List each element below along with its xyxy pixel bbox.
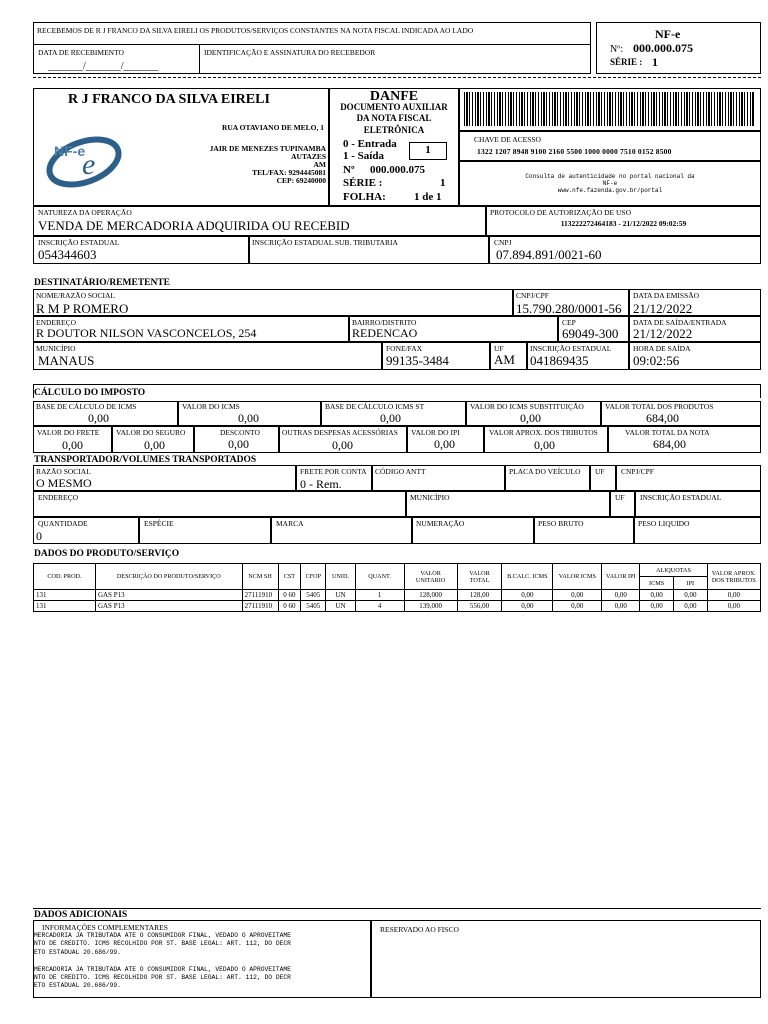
dest-saida-value: 21/12/2022 [633, 326, 693, 341]
cell-quant: 1 [355, 590, 404, 601]
imp1-label-1: VALOR DO ICMS [182, 402, 240, 411]
info-text [34, 932, 370, 991]
cnpj-value: 07.894.891/0021-60 [496, 247, 602, 262]
cell-bc-icms: 0,00 [502, 601, 553, 612]
cell-v-ipi: 0,00 [602, 590, 640, 601]
th-cst: CST [278, 564, 301, 590]
transp-endereco-box [33, 491, 406, 517]
dest-saida-label: DATA DE SAÍDA/ENTRADA [633, 318, 727, 327]
table-row [34, 601, 761, 612]
dest-uf-label: UF [494, 344, 504, 353]
canhoto-numero-value: 000.000.075 [633, 41, 693, 55]
dest-endereco-label: ENDEREÇO [36, 318, 76, 327]
canhoto-text: RECEBEMOS DE R J FRANCO DA SILVA EIRELI OS PRODUTOS/SERVIÇOS CONSTANTES NA NOTA FISCAL INDICADA AO LADO [37, 26, 474, 35]
cell-cfop: 5405 [301, 601, 326, 612]
dest-emissao-value: 21/12/2022 [633, 301, 693, 316]
data-recebimento-field[interactable]: _______/_______/_______ [48, 61, 159, 72]
consulta-line-3[interactable]: www.nfe.fazenda.gov.br/portal [557, 187, 663, 194]
imposto-section: CÁLCULO DO IMPOSTO [34, 388, 146, 398]
info-line [34, 957, 370, 965]
imp1-label-3: VALOR DO ICMS SUBSTITUIÇÃO [470, 402, 584, 411]
canhoto-vdivider [199, 44, 200, 74]
transp-razao-value: O MESMO [36, 476, 92, 490]
destinatario-section: DESTINATÁRIO/REMETENTE [34, 278, 171, 288]
natureza-label: NATUREZA DA OPERAÇÃO [38, 208, 132, 217]
cell-cst: 0 60 [278, 601, 301, 612]
cell-bc-icms: 0,00 [502, 590, 553, 601]
th-unid: UNID. [326, 564, 355, 590]
dest-fone-value: 99135-3484 [386, 353, 449, 368]
identificacao-label: IDENTIFICAÇÃO E ASSINATURA DO RECEBEDOR [204, 48, 376, 57]
th-valor-total: VALOR TOTAL [457, 564, 502, 590]
transp-municipio-label: MUNICÍPIO [410, 493, 450, 502]
transp-antt-label: CÓDIGO ANTT [375, 467, 426, 476]
cell-unid: UN [326, 601, 355, 612]
dest-bairro-value: REDENCAO [352, 326, 418, 340]
iest-label: INSCRIÇÃO ESTADUAL SUB. TRIBUTARIA [252, 238, 398, 247]
info-line: NTO DE CREDITO. ICMS RECOLHIDO POR ST. BASE LEGAL: ART. 112, DO DECR [34, 940, 291, 948]
dest-hora-label: HORA DE SAÍDA [633, 344, 691, 353]
cell-cod: 131 [34, 601, 96, 612]
imp2-value-3: 0,00 [332, 438, 353, 452]
cell-descricao: GAS P13 [95, 601, 242, 612]
canhoto-serie-label: SÉRIE : [610, 57, 643, 67]
th-v-ipi: VALOR IPI [602, 564, 640, 590]
danfe-numero-value: 000.000.075 [370, 164, 425, 176]
imp1-value-0: 0,00 [88, 411, 109, 425]
info-line: ETO ESTADUAL 20.686/99. [34, 948, 121, 956]
dest-cnpj-label: CNPJ/CPF [516, 291, 549, 300]
produtos-table [33, 563, 761, 612]
info-label: INFORMAÇÕES COMPLEMENTARES [42, 923, 168, 932]
nfe-logo-text: NF-e [54, 143, 86, 159]
th-aliq-icms: ICMS [640, 577, 674, 590]
transp-numeracao-label: NUMERAÇÃO [416, 519, 465, 528]
table-row [34, 590, 761, 601]
dest-emissao-label: DATA DA EMISSÃO [633, 291, 700, 300]
cell-v-ipi: 0,00 [602, 601, 640, 612]
cell-ncm: 27111910 [242, 601, 278, 612]
cell-aliq-icms: 0,00 [640, 590, 674, 601]
imp1-label-2: BASE DE CÁLCULO ICMS ST [325, 402, 425, 411]
cell-v-icms: 0,00 [553, 601, 602, 612]
dest-hora-value: 09:02:56 [633, 353, 680, 368]
adicionais-section: DADOS ADICIONAIS [34, 910, 128, 920]
imp2-label-4: VALOR DO IPI [411, 428, 460, 437]
cell-valor-total: 128,00 [457, 590, 502, 601]
cell-aliq-ipi: 0,00 [673, 590, 707, 601]
danfe-entrada: 0 - Entrada [343, 138, 397, 150]
emitente-endereco: RUA OTAVIANO DE MELO, 1 [221, 123, 324, 132]
danfe-numero-label: Nº [343, 164, 355, 176]
cell-quant: 4 [355, 601, 404, 612]
cell-unid: UN [326, 590, 355, 601]
transp-razao-label: RAZÃO SOCIAL [36, 467, 91, 476]
imp2-label-5: VALOR APROX. DOS TRIBUTOS [489, 428, 598, 437]
cell-valor-unit: 128,000 [404, 590, 457, 601]
canhoto-nfe-title: NF-e [655, 27, 681, 41]
danfe-subtitle-2: DA NOTA FISCAL [356, 113, 432, 123]
th-tributos: VALOR APROX. DOS TRIBUTOS [707, 564, 760, 590]
info-line: ETO ESTADUAL 20.686/99. [34, 982, 121, 990]
consulta-line-1: Consulta de autenticidade no portal nacional da [525, 173, 695, 180]
transp-endereco-label: ENDEREÇO [38, 493, 78, 502]
imp2-value-4: 0,00 [434, 437, 455, 451]
transp-uf2-label: UF [615, 493, 625, 502]
cell-cfop: 5405 [301, 590, 326, 601]
emitente-bairro: JAIR DE MENEZES TUPINAMBA [209, 144, 326, 153]
cut-line [33, 77, 761, 78]
cell-aliq-ipi: 0,00 [673, 601, 707, 612]
cell-cod: 131 [34, 590, 96, 601]
transp-qtd-value: 0 [36, 529, 42, 543]
transp-ie-label: INSCRIÇÃO ESTADUAL [640, 493, 722, 502]
danfe-subtitle-1: DOCUMENTO AUXILIAR [340, 102, 448, 112]
dest-cnpj-value: 15.790.280/0001-56 [516, 301, 622, 316]
cell-v-icms: 0,00 [553, 590, 602, 601]
th-bc-icms: B.CALC. ICMS [502, 564, 553, 590]
dest-municipio-label: MUNICÍPIO [36, 344, 76, 353]
transp-pesol-label: PESO LIQUIDO [638, 519, 690, 528]
canhoto-numero-label: Nº: [610, 44, 624, 55]
cell-tributos: 0,00 [707, 590, 760, 601]
danfe-subtitle-3: ELETRÔNICA [363, 125, 425, 135]
ie-label: INSCRIÇÃO ESTADUAL [38, 238, 120, 247]
danfe-serie-value: 1 [440, 177, 446, 189]
dest-nome-label: NOME/RAZÃO SOCIAL [36, 291, 115, 300]
emitente-telefone: TEL/FAX: 9294445081 [252, 168, 326, 177]
imp1-label-4: VALOR TOTAL DOS PRODUTOS [605, 402, 714, 411]
th-quant: QUANT. [355, 564, 404, 590]
cell-cst: 0 60 [278, 590, 301, 601]
barcode-icon [464, 92, 754, 126]
protocolo-label: PROTOCOLO DE AUTORIZAÇÃO DE USO [490, 208, 631, 217]
svg-text:e: e [82, 148, 96, 181]
th-cfop: CFOP [301, 564, 326, 590]
th-descricao: DESCRIÇÃO DO PRODUTO/SERVIÇO [95, 564, 242, 590]
danfe-saida: 1 - Saída [343, 150, 384, 162]
imp1-value-4: 684,00 [646, 411, 679, 425]
data-recebimento-label: DATA DE RECEBIMENTO [38, 48, 124, 57]
info-line: MERCADORIA JA TRIBUTADA ATE O CONSUMIDOR FINAL, VEDADO O APROVEITAME [34, 965, 291, 973]
transp-cnpj-label: CNPJ/CPF [621, 467, 654, 476]
danfe-serie-label: SÉRIE : [343, 177, 383, 189]
imp1-value-3: 0,00 [520, 411, 541, 425]
imp2-value-5: 0,00 [534, 438, 555, 452]
imp2-label-3: OUTRAS DESPESAS ACESSÓRIAS [282, 428, 398, 437]
dest-ie-value: 041869435 [530, 353, 589, 368]
protocolo-value: 113222272464183 - 21/12/2022 09:02:59 [560, 219, 687, 228]
transportador-section: TRANSPORTADOR/VOLUMES TRANSPORTADOS [34, 455, 257, 465]
dest-endereco-value: R DOUTOR NILSON VASCONCELOS, 254 [36, 326, 257, 340]
transp-qtd-label: QUANTIDADE [38, 519, 88, 528]
danfe-title: DANFE [369, 89, 419, 104]
emitente-nome: R J FRANCO DA SILVA EIRELI [68, 92, 270, 107]
imp2-value-0: 0,00 [62, 438, 83, 452]
consulta-line-2: NF-e [602, 180, 618, 187]
imp2-label-0: VALOR DO FRETE [37, 428, 100, 437]
dest-cep-value: 69049-300 [562, 326, 619, 341]
dest-cep-label: CEP [562, 318, 576, 327]
chave-label: CHAVE DE ACESSO [474, 135, 541, 144]
dest-fone-label: FONE/FAX [386, 344, 423, 353]
canhoto-serie-value: 1 [652, 55, 658, 69]
danfe-folha-value: 1 de 1 [414, 191, 442, 203]
emitente-uf: AM [313, 160, 326, 169]
chave-value: 1322 1207 8948 9100 2160 5500 1000 0000 7510 0152 8500 [477, 147, 672, 156]
transp-frete-label: FRETE POR CONTA [300, 467, 367, 476]
nfe-logo-icon [42, 126, 122, 196]
produtos-header-row [34, 564, 761, 577]
imp2-label-1: VALOR DO SEGURO [116, 428, 186, 437]
cell-aliq-icms: 0,00 [640, 601, 674, 612]
transp-placa-label: PLACA DO VEÍCULO [509, 467, 581, 476]
cell-descricao: GAS P13 [95, 590, 242, 601]
dest-municipio-value: MANAUS [38, 353, 95, 368]
emitente-cidade: AUTAZES [291, 152, 326, 161]
imp2-label-2: DESCONTO [220, 428, 260, 437]
transp-frete-value: 0 - Rem. [300, 477, 342, 491]
transp-marca-label: MARCA [276, 519, 304, 528]
cell-ncm: 27111910 [242, 590, 278, 601]
natureza-value: VENDA DE MERCADORIA ADQUIRIDA OU RECEBID [38, 218, 350, 233]
imp2-value-1: 0,00 [144, 438, 165, 452]
dest-uf-value: AM [494, 352, 515, 367]
th-ncm: NCM SH [242, 564, 278, 590]
cnpj-label: CNPJ [494, 238, 512, 247]
danfe-folha-label: FOLHA: [343, 191, 386, 203]
info-line: MERCADORIA JA TRIBUTADA ATE O CONSUMIDOR FINAL, VEDADO O APROVEITAME [34, 932, 291, 939]
dest-nome-value: R M P ROMERO [36, 301, 129, 316]
cell-tributos: 0,00 [707, 601, 760, 612]
imp1-value-2: 0,00 [380, 411, 401, 425]
fisco-label: RESERVADO AO FISCO [380, 925, 459, 934]
th-aliquotas: ALIQUOTAS [640, 564, 707, 577]
imp2-value-2: 0,00 [228, 437, 249, 451]
imp1-label-0: BASE DE CÁLCULO DE ICMS [36, 402, 137, 411]
transp-especie-label: ESPÉCIE [144, 519, 174, 528]
imp2-label-6: VALOR TOTAL DA NOTA [625, 428, 710, 437]
ie-value: 054344603 [38, 247, 97, 262]
adicionais-rule [33, 908, 761, 909]
info-line: NTO DE CREDITO. ICMS RECOLHIDO POR ST. BASE LEGAL: ART. 112, DO DECR [34, 974, 291, 982]
cell-valor-total: 556,00 [457, 601, 502, 612]
transp-pesob-label: PESO BRUTO [538, 519, 584, 528]
th-aliq-ipi: IPI [673, 577, 707, 590]
transp-uf-label: UF [595, 467, 605, 476]
emitente-cep: CEP: 69240000 [276, 176, 326, 185]
th-valor-unit: VALOR UNITARIO [404, 564, 457, 590]
th-cod: COD. PROD. [34, 564, 96, 590]
dest-ie-label: INSCRIÇÃO ESTADUAL [530, 344, 612, 353]
th-v-icms: VALOR ICMS [553, 564, 602, 590]
imp2-value-6: 684,00 [653, 437, 686, 451]
danfe-tipo: 1 [425, 144, 431, 156]
produtos-section: DADOS DO PRODUTO/SERVIÇO [34, 549, 180, 559]
cell-valor-unit: 139,000 [404, 601, 457, 612]
imp1-value-1: 0,00 [238, 411, 259, 425]
dest-bairro-label: BAIRRO/DISTRITO [352, 318, 417, 327]
